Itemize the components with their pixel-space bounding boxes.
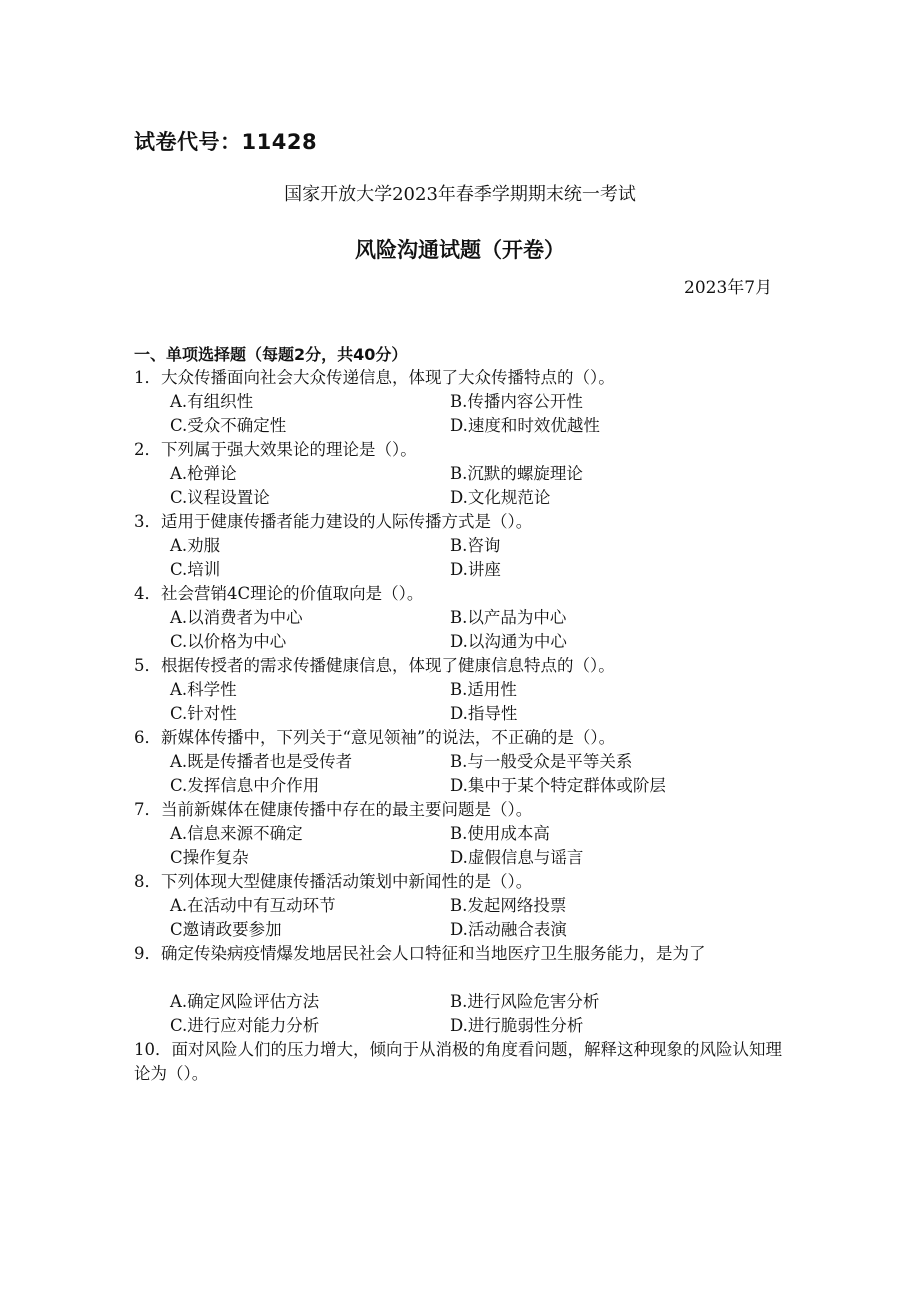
subject-title: 风险沟通试题（开卷） xyxy=(355,238,565,262)
question-5 xyxy=(134,654,784,726)
question-7 xyxy=(134,798,784,870)
option-d: D.虚假信息与谣言 xyxy=(450,848,584,867)
option-d: D.活动融合表演 xyxy=(450,920,567,939)
option-d: D.集中于某个特定群体或阶层 xyxy=(450,776,666,795)
option-b: B.进行风险危害分析 xyxy=(450,992,600,1011)
question-stem: 3．适用于健康传播者能力建设的人际传播方式是（）。 xyxy=(134,512,533,531)
question-options xyxy=(170,534,784,582)
option-c: C.以价格为中心 xyxy=(170,632,287,651)
question-1 xyxy=(134,366,784,438)
question-2 xyxy=(134,438,784,510)
question-stem: 1．大众传播面向社会大众传递信息，体现了大众传播特点的（）。 xyxy=(134,368,615,387)
option-c: C.发挥信息中介作用 xyxy=(170,776,320,795)
question-10 xyxy=(134,1038,784,1086)
option-c: C.培训 xyxy=(170,560,221,579)
question-options xyxy=(170,462,784,510)
option-d: D.速度和时效优越性 xyxy=(450,416,600,435)
option-b: B.适用性 xyxy=(450,680,517,699)
question-9 xyxy=(134,942,784,1038)
option-a: A.枪弹论 xyxy=(170,464,237,483)
option-c: C.议程设置论 xyxy=(170,488,270,507)
option-a: A.确定风险评估方法 xyxy=(170,992,320,1011)
option-c: C操作复杂 xyxy=(170,848,249,867)
option-b: B.发起网络投票 xyxy=(450,896,567,915)
option-b: B.沉默的螺旋理论 xyxy=(450,464,583,483)
question-options xyxy=(170,606,784,654)
section-heading: 一、单项选择题（每题2分，共40分） xyxy=(134,345,408,364)
option-d: D.进行脆弱性分析 xyxy=(450,1016,584,1035)
option-b: B.使用成本高 xyxy=(450,824,550,843)
option-b: B.传播内容公开性 xyxy=(450,392,583,411)
option-d: D.以沟通为中心 xyxy=(450,632,567,651)
option-d: D.指导性 xyxy=(450,704,518,723)
question-options xyxy=(170,750,784,798)
question-stem: 2．下列属于强大效果论的理论是（）。 xyxy=(134,440,417,459)
question-stem: 8．下列体现大型健康传播活动策划中新闻性的是（）。 xyxy=(134,872,533,891)
paper-code: 试卷代号：11428 xyxy=(134,130,318,154)
question-stem: 7．当前新媒体在健康传播中存在的最主要问题是（）。 xyxy=(134,800,533,819)
option-d: D.文化规范论 xyxy=(450,488,551,507)
question-8 xyxy=(134,870,784,942)
option-a: A.既是传播者也是受传者 xyxy=(170,752,353,771)
option-b: B.与一般受众是平等关系 xyxy=(450,752,633,771)
question-options xyxy=(170,990,784,1038)
question-stem: 10．面对风险人们的压力增大，倾向于从消极的角度看问题，解释这种现象的风险认知理论为（）。 xyxy=(134,1040,782,1083)
option-a: A.以消费者为中心 xyxy=(170,608,303,627)
option-a: A.在活动中有互动环节 xyxy=(170,896,336,915)
question-4 xyxy=(134,582,784,654)
question-list xyxy=(134,366,784,1086)
option-b: B.咨询 xyxy=(450,536,501,555)
option-c: C.针对性 xyxy=(170,704,237,723)
option-a: A.科学性 xyxy=(170,680,237,699)
exam-date: 2023年7月 xyxy=(684,278,773,298)
option-c: C.受众不确定性 xyxy=(170,416,287,435)
question-options xyxy=(170,678,784,726)
option-b: B.以产品为中心 xyxy=(450,608,567,627)
exam-title: 国家开放大学2023年春季学期期末统一考试 xyxy=(284,184,636,205)
question-stem: 4．社会营销4C理论的价值取向是（）。 xyxy=(134,584,424,603)
question-6 xyxy=(134,726,784,798)
question-stem: 5．根据传授者的需求传播健康信息，体现了健康信息特点的（）。 xyxy=(134,656,615,675)
option-a: A.有组织性 xyxy=(170,392,254,411)
option-a: A.劝服 xyxy=(170,536,221,555)
question-3 xyxy=(134,510,784,582)
option-c: C邀请政要参加 xyxy=(170,920,282,939)
question-options xyxy=(170,390,784,438)
option-c: C.进行应对能力分析 xyxy=(170,1016,320,1035)
answer-gap xyxy=(134,966,784,990)
question-stem: 9．确定传染病疫情爆发地居民社会人口特征和当地医疗卫生服务能力，是为了 xyxy=(134,944,706,963)
option-d: D.讲座 xyxy=(450,560,501,579)
question-options xyxy=(170,894,784,942)
question-options xyxy=(170,822,784,870)
option-a: A.信息来源不确定 xyxy=(170,824,303,843)
question-stem: 6．新媒体传播中，下列关于“意见领袖”的说法，不正确的是（）。 xyxy=(134,728,616,747)
